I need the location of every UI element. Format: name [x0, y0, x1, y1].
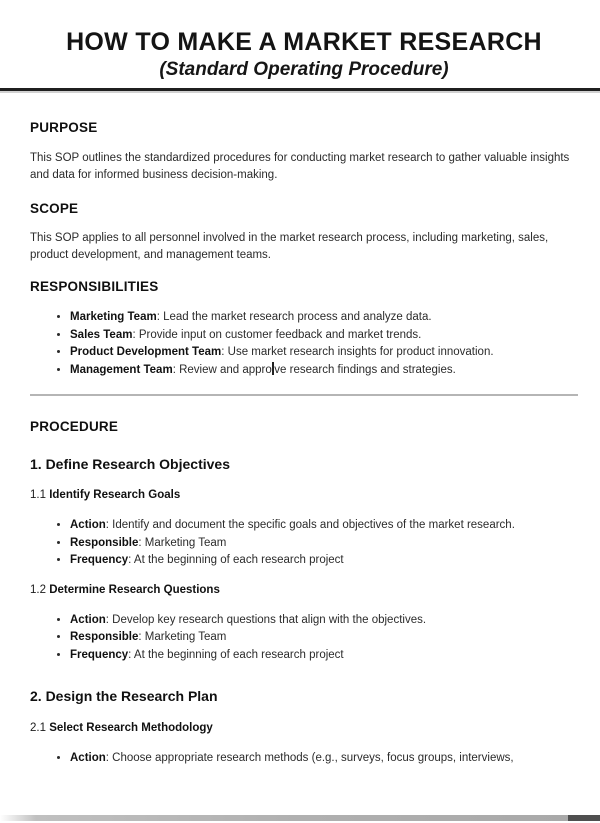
bullet-text: : At the beginning of each research project [128, 554, 344, 566]
bullet-label: Sales Team [70, 328, 133, 341]
bullet-text: : Provide input on customer feedback and market trends. [132, 328, 422, 341]
step-heading-2: 2. Design the Research Plan [30, 688, 218, 704]
bullet-label: Management Team [70, 363, 173, 376]
list-item [70, 517, 578, 535]
bullet-text: : Lead the market research process and analyze data. [156, 311, 432, 323]
bullet-text: : Marketing Team [138, 536, 227, 549]
list-item [70, 535, 578, 553]
text-caret [272, 362, 274, 375]
document-viewport [0, 28, 600, 823]
substep-title: Select Research Methodology [49, 722, 213, 734]
section-heading-responsibilities: RESPONSIBILITIES [30, 279, 159, 294]
bullet-label: Frequency [70, 554, 129, 566]
list-item [70, 647, 578, 665]
substep-number: 1.1 [30, 489, 46, 501]
list-item [70, 629, 578, 647]
step-heading-1: 1. Define Research Objectives [30, 456, 230, 472]
substep-heading-1-2 [30, 584, 578, 597]
bullet-label: Frequency [70, 648, 129, 661]
substep-heading-1-1 [30, 489, 578, 502]
substep-heading-2-1 [30, 722, 578, 735]
substep-title: Determine Research Questions [49, 583, 220, 596]
responsibilities-list [30, 309, 578, 379]
substep-2-1-list [30, 750, 578, 768]
section-divider [30, 394, 578, 396]
document-subtitle: (Standard Operating Procedure) [159, 59, 449, 80]
list-item [70, 327, 578, 345]
scope-paragraph: This SOP applies to all personnel involved in the market research process, including marketing, sales, product development, and management teams. [30, 232, 549, 261]
bullet-text: : At the beginning of each research project [128, 648, 344, 661]
bullet-label: Action [70, 519, 106, 531]
bullet-text: : Marketing Team [138, 631, 227, 643]
substep-1-1-list [30, 517, 578, 570]
substep-number: 2.1 [30, 722, 46, 734]
section-heading-purpose: PURPOSE [30, 120, 98, 135]
bullet-label: Action [70, 613, 106, 626]
list-item [70, 612, 578, 630]
substep-title: Identify Research Goals [49, 489, 181, 501]
list-item [70, 552, 578, 570]
list-item [70, 309, 578, 327]
bullet-label: Marketing Team [70, 311, 157, 323]
bullet-label: Responsible [70, 631, 139, 643]
bullet-label: Action [70, 752, 106, 764]
bullet-label: Product Development Team [70, 346, 222, 358]
list-item [70, 362, 578, 380]
substep-number: 1.2 [30, 583, 46, 596]
bullet-text: : Develop key research questions that align with the objectives. [105, 613, 427, 626]
bullet-text: : Use market research insights for product innovation. [221, 346, 494, 358]
scrollbar-corner [568, 815, 600, 821]
page-bottom-shadow [0, 815, 600, 821]
bullet-text: : Identify and document the specific goals and objectives of the market research. [105, 519, 515, 531]
bullet-label: Responsible [70, 536, 139, 549]
list-item [70, 344, 578, 362]
purpose-paragraph: This SOP outlines the standardized procedures for conducting market research to gather valuable insights and data for informed business decision-making. [30, 152, 570, 181]
list-item [70, 750, 578, 768]
bullet-text: ve research findings and strategies. [274, 363, 456, 376]
bullet-text: : Review and appro [172, 363, 272, 376]
section-heading-procedure: PROCEDURE [30, 419, 119, 434]
bullet-text: : Choose appropriate research methods (e.g., surveys, focus groups, interviews, [105, 752, 514, 764]
section-heading-scope: SCOPE [30, 201, 79, 216]
document-title: HOW TO MAKE A MARKET RESEARCH [66, 28, 542, 56]
substep-1-2-list [30, 612, 578, 665]
document-page[interactable] [0, 28, 600, 768]
title-divider [0, 88, 600, 91]
